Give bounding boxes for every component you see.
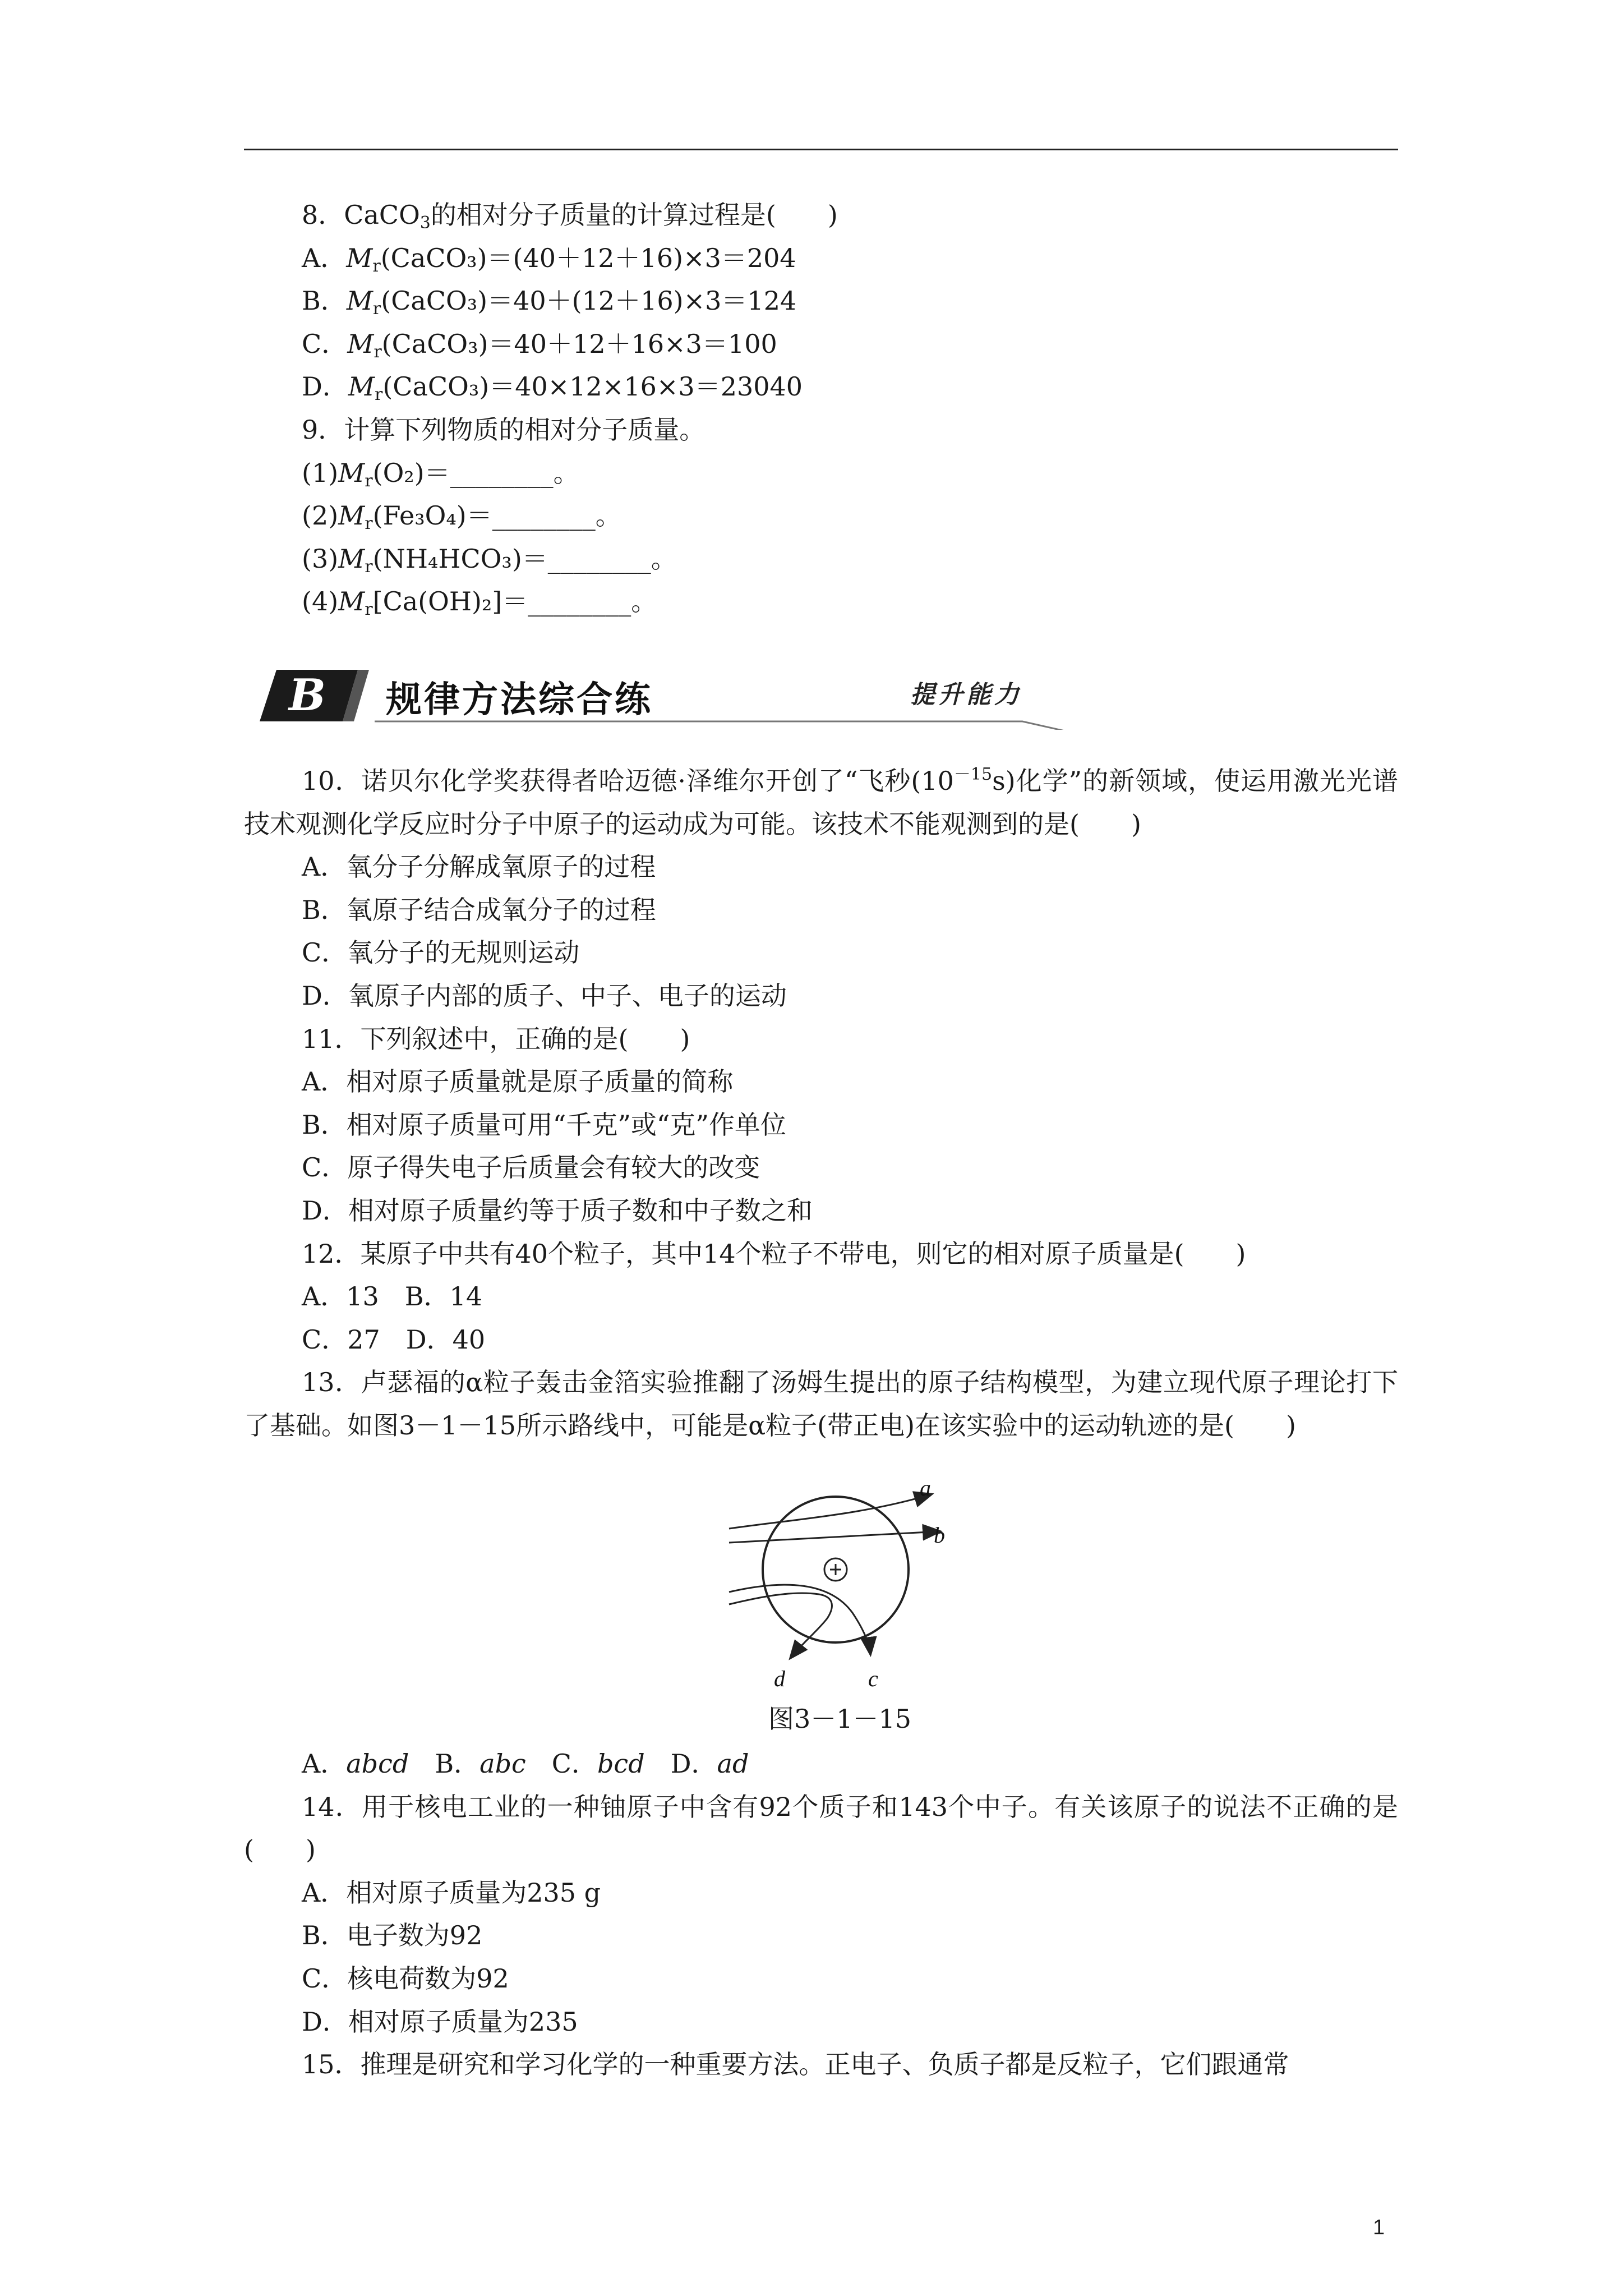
header-rule [244,149,1398,150]
q9-item-1: $(1)M_r(O_2)=\_\_\_\_\_\_\_\_$。 [302,457,579,491]
q13-options: A．abcd B．abc C．bcd D．ad [302,1749,749,1779]
q14-option-a: A．相对原子质量为235 g [302,1877,601,1908]
questions-block-2 [244,753,1399,1447]
q14-option-d: D．相对原子质量为235 [302,2006,578,2037]
q11-option-b: B．相对原子质量可用“千克”或“克”作单位 [302,1109,786,1140]
questions-block-1 [302,194,1398,623]
figure-label-b: b [934,1522,945,1548]
q14-option-b: B．电子数为92 [302,1920,483,1951]
q11-option-d: D．相对原子质量约等于质子数和中子数之和 [302,1195,813,1226]
q11-stem: 11．下列叙述中，正确的是( ) [302,1023,690,1054]
q11-option-a: A．相对原子质量就是原子质量的简称 [302,1066,734,1097]
q14-option-c: C．核电荷数为92 [302,1963,509,1994]
q14-stem: 14．用于核电工业的一种铀原子中含有92个质子和143个中子。有关该原子的说法不正确的是( ) [244,1791,1398,1865]
q9-item-2: $(2)M_r(Fe_3O_4)=\_\_\_\_\_\_\_\_$。 [302,500,621,534]
q12-option-ab: A．13 B．14 [302,1281,483,1312]
q10-option-a: A．氧分子分解成氧原子的过程 [302,852,656,882]
q10-option-b: B．氧原子结合成氧分子的过程 [302,894,656,925]
q9-stem: 9．计算下列物质的相对分子质量。 [302,414,706,445]
figure-caption: 图3－1－15 [768,1704,912,1734]
q9-item-3: $(3)M_r(NH_4HCO_3)=\_\_\_\_\_\_\_\_$。 [302,543,677,577]
rutherford-scattering-figure [723,1475,959,1694]
q11-option-c: C．原子得失电子后质量会有较大的改变 [302,1152,760,1183]
q8-option-a: A．$M_r(CaCO_3)=(40+12+16)\times 3=204$ [302,242,796,276]
section-subtitle: 提升能力 [910,680,1022,709]
questions-block-3 [244,1742,1398,2086]
section-badge-letter: B [289,670,326,721]
q8-option-c: C．$M_r(CaCO_3)=40+12+16\times 3=100$ [302,328,777,362]
figure-label-d: d [774,1666,785,1691]
q13-stem: 13．卢瑟福的α粒子轰击金箔实验推翻了汤姆生提出的原子结构模型，为建立现代原子理论打下了基础。如图3－1－15所示路线中，可能是α粒子(带正电)在该实验中的运动轨迹的是( ) [244,1367,1398,1441]
q15-stem: 15．推理是研究和学习化学的一种重要方法。正电子、负质子都是反粒子，它们跟通常 [302,2049,1289,2080]
page-number: 1 [1373,2216,1385,2239]
q12-stem: 12．某原子中共有40个粒子，其中14个粒子不带电，则它的相对原子质量是( ) [302,1238,1246,1269]
section-banner [260,665,1067,730]
section-title: 规律方法综合练 [386,679,653,721]
q9-item-4: $(4)M_r[Ca(OH)_2]=\_\_\_\_\_\_\_\_$。 [302,586,657,620]
q8-option-b: B．$M_r(CaCO_3)=40+(12+16)\times 3=124$ [302,286,797,319]
figure-label-a: a [920,1475,931,1501]
q8-option-d: D．$M_r(CaCO_3)=40\times 12\times 16\times 3=23040$ [302,371,803,405]
q8-stem: 8．CaCO$_3$的相对分子质量的计算过程是( ) [302,200,838,233]
figure-label-c: c [868,1666,878,1691]
q12-option-cd: C．27 D．40 [302,1324,486,1355]
q10-option-d: D．氧原子内部的质子、中子、电子的运动 [302,980,787,1011]
q10-option-c: C．氧分子的无规则运动 [302,937,580,968]
q10-stem: 10．诺贝尔化学奖获得者哈迈德·泽维尔开创了“飞秒$(10^{-15}s)$化学”的新领域，使运用激光光谱技术观测化学反应时分子中原子的运动成为可能。该技术不能观测到的是( ) [244,765,1399,839]
